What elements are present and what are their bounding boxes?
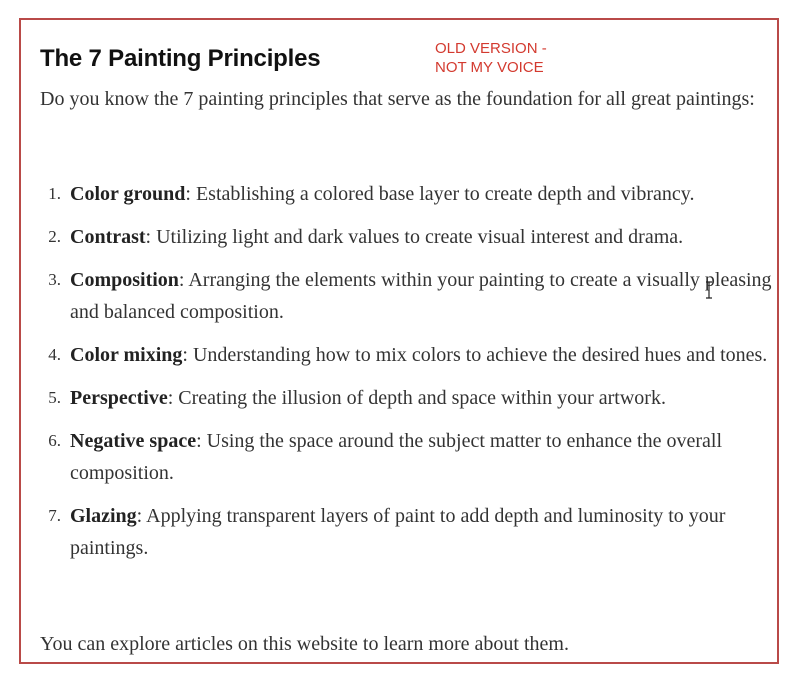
principles-list bbox=[33, 178, 793, 575]
principle-description: : Utilizing light and dark values to create visual interest and drama. bbox=[145, 226, 684, 248]
list-number: 3. bbox=[48, 270, 61, 289]
principle-item-contrast bbox=[33, 221, 793, 253]
list-number: 1. bbox=[48, 184, 61, 203]
list-number: 2. bbox=[48, 227, 61, 246]
principle-term: Glazing bbox=[70, 505, 137, 527]
principle-term: Negative space bbox=[70, 430, 197, 452]
list-number: 4. bbox=[48, 345, 61, 364]
principle-description: : Understanding how to mix colors to achieve the desired hues and tones. bbox=[182, 344, 768, 366]
list-number: 7. bbox=[48, 506, 61, 525]
list-number: 6. bbox=[48, 431, 61, 450]
principle-description: : Establishing a colored base layer to create depth and vibrancy. bbox=[185, 183, 695, 205]
principle-item-perspective bbox=[33, 382, 793, 414]
principle-description: : Using the space around the subject matter to enhance the overall composition. bbox=[70, 430, 722, 484]
text-cursor-icon bbox=[704, 281, 714, 299]
page-title: The 7 Painting Principles bbox=[40, 45, 321, 72]
principle-term: Contrast bbox=[70, 226, 146, 248]
principle-item-color-mixing bbox=[33, 339, 793, 371]
principle-description: : Applying transparent layers of paint to add depth and luminosity to your paintings. bbox=[70, 505, 726, 559]
principle-term: Composition bbox=[70, 269, 179, 291]
document-frame bbox=[19, 18, 779, 664]
principle-item-negative-space bbox=[33, 425, 793, 489]
principle-term: Perspective bbox=[70, 387, 168, 409]
principle-item-glazing bbox=[33, 500, 793, 564]
annotation-line-2: NOT MY VOICE bbox=[435, 59, 544, 76]
outro-paragraph: You can explore articles on this website to learn more about them. bbox=[40, 633, 569, 655]
intro-paragraph: Do you know the 7 painting principles that serve as the foundation for all great paintings: bbox=[40, 88, 755, 110]
principle-term: Color mixing bbox=[70, 344, 183, 366]
list-number: 5. bbox=[48, 388, 61, 407]
principle-term: Color ground bbox=[70, 183, 186, 205]
principle-description: : Creating the illusion of depth and space within your artwork. bbox=[167, 387, 666, 409]
old-version-annotation bbox=[435, 39, 547, 77]
principle-item-composition bbox=[33, 264, 793, 328]
principle-item-color-ground bbox=[33, 178, 793, 210]
principle-description: : Arranging the elements within your painting to create a visually pleasing and balanced composition. bbox=[70, 269, 772, 323]
annotation-line-1: OLD VERSION - bbox=[435, 40, 547, 57]
